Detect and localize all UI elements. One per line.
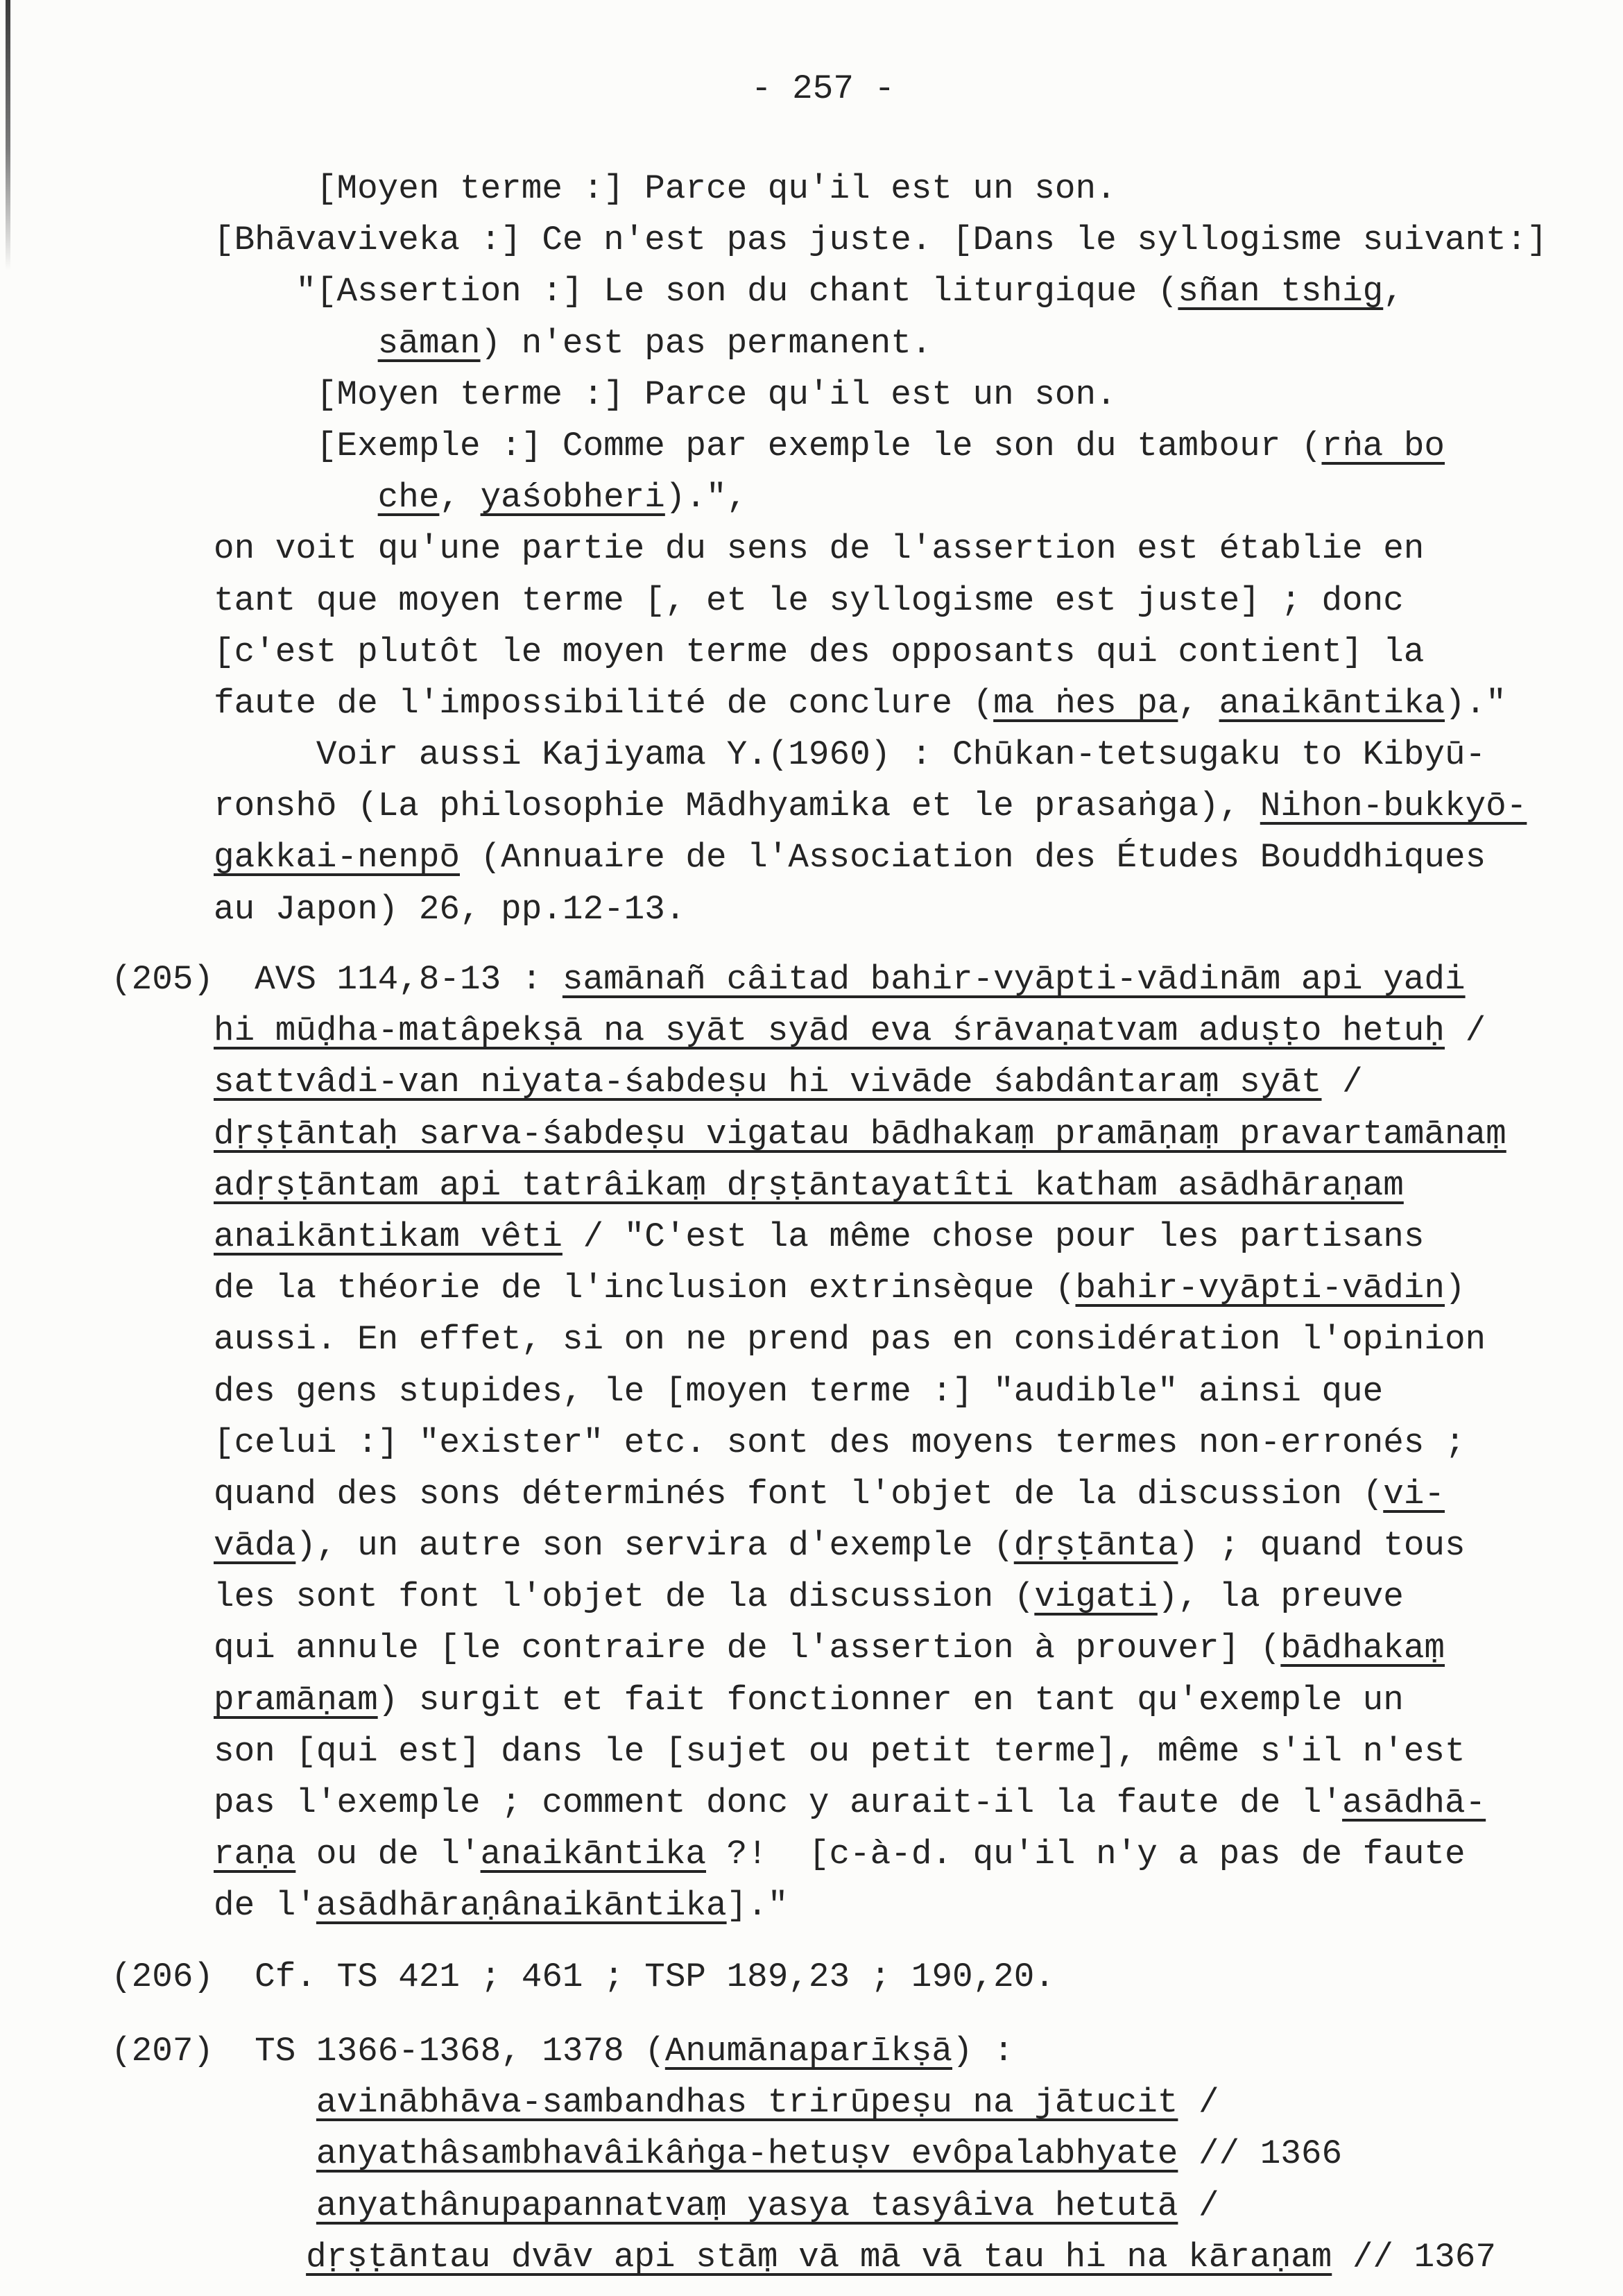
text-line — [214, 1468, 1506, 1520]
footnote-label: (205) — [111, 960, 214, 999]
text-run: / — [1178, 2186, 1219, 2225]
text-line — [214, 1108, 1506, 1160]
text-line — [214, 420, 1547, 472]
underlined-term: ma ṅes pa — [993, 683, 1178, 723]
text-run: quand des sons déterminés font l'objet de la discussion ( — [214, 1474, 1384, 1514]
underlined-term: raṇa — [214, 1835, 296, 1874]
text-run: tant que moyen terme [, et le syllogisme est juste] ; donc — [214, 581, 1404, 620]
footnote-206 — [111, 1951, 1055, 2003]
underlined-term: anyathâsambhavâikâṅga-hetuṣv evôpalabhyate — [316, 2134, 1178, 2174]
text-line — [214, 678, 1547, 729]
text-run: TS 1366-1368, 1378 ( — [255, 2032, 665, 2071]
text-run: AVS 114,8-13 : — [255, 960, 563, 999]
text-run: , — [1383, 272, 1404, 311]
text-run: ronshō (La philosophie Mādhyamika et le prasaṅga), — [214, 787, 1260, 826]
text-run: [Bhāvaviveka :] Ce n'est pas juste. [Dans le syllogisme suivant:] — [214, 221, 1547, 260]
text-run: [c'est plutôt le moyen terme des opposants qui contient] la — [214, 632, 1425, 671]
verse-line — [214, 2128, 1496, 2179]
verse-line — [214, 2180, 1496, 2231]
underlined-term: pramāṇam — [214, 1680, 378, 1720]
text-line — [214, 1262, 1506, 1314]
text-line — [214, 523, 1547, 574]
text-run: son [qui est] dans le [sujet ou petit terme], même s'il n'est — [214, 1731, 1466, 1771]
text-run: Cf. TS 421 ; 461 ; TSP 189,23 ; 190,20. — [255, 1957, 1055, 1996]
text-line — [214, 780, 1547, 832]
text-run: [Moyen terme :] Parce qu'il est un son. — [316, 375, 1117, 414]
text-run: / — [1178, 2083, 1219, 2123]
underlined-term: vigati — [1034, 1577, 1158, 1617]
text-line — [214, 1622, 1506, 1674]
text-run: [celui :] "exister" etc. sont des moyens termes non-erronés ; — [214, 1423, 1466, 1462]
text-run: / — [1321, 1063, 1363, 1102]
text-run: [Moyen terme :] Parce qu'il est un son. — [316, 169, 1117, 208]
underlined-term: anaikāntika — [480, 1835, 707, 1874]
underlined-term: vāda — [214, 1526, 296, 1566]
text-line — [214, 1314, 1506, 1365]
text-run: // 1367 — [1332, 2237, 1496, 2277]
text-line — [214, 1211, 1506, 1262]
text-line — [214, 1417, 1506, 1468]
text-line — [214, 1726, 1506, 1777]
text-run: aussi. En effet, si on ne prend pas en considération l'opinion — [214, 1320, 1486, 1360]
text-run: des gens stupides, le [moyen terme :] "audible" ainsi que — [214, 1371, 1384, 1411]
text-run: ]." — [726, 1886, 789, 1926]
footnote-label: (206) — [111, 1957, 214, 1996]
text-line — [214, 1571, 1506, 1622]
footnote-continuation — [214, 163, 1547, 935]
text-line — [214, 954, 1506, 1005]
underlined-term: vi- — [1383, 1474, 1445, 1514]
page-number: - 257 - — [751, 69, 895, 108]
verse-line — [214, 2077, 1496, 2128]
text-line — [214, 2025, 1496, 2077]
text-line — [214, 318, 1547, 369]
text-run: pas l'exemple ; comment donc y aurait-il la faute de l' — [214, 1783, 1343, 1822]
verse-line — [214, 2231, 1496, 2283]
text-run: de l' — [214, 1886, 316, 1926]
text-line — [214, 884, 1547, 935]
text-run: ou de l' — [295, 1835, 481, 1874]
underlined-term: anyathânupapannatvaṃ yasya tasyâiva hetutā — [316, 2186, 1178, 2225]
underlined-term: che — [377, 478, 440, 517]
text-run: ).", — [664, 478, 748, 517]
underlined-term: samānañ câitad bahir-vyāpti-vādinām api yadi — [562, 960, 1466, 999]
text-run: on voit qu'une partie du sens de l'assertion est établie en — [214, 529, 1425, 569]
text-line — [214, 1828, 1506, 1880]
underlined-term: asādhāraṇânaikāntika — [316, 1886, 727, 1926]
text-line — [214, 729, 1547, 780]
underlined-term: anaikāntikam vêti — [214, 1217, 563, 1256]
text-run: , — [1178, 683, 1219, 723]
underlined-term: Anumānaparīkṣā — [664, 2032, 952, 2071]
text-run: [Exemple :] Comme par exemple le son du tambour ( — [316, 426, 1322, 465]
scan-edge-mark — [6, 0, 10, 271]
text-run: ), la preuve — [1157, 1577, 1404, 1617]
underlined-term: gakkai-nenpō — [214, 838, 460, 877]
underlined-term: dṛṣṭāntau dvāv api stāṃ vā mā vā tau hi na kāraṇam — [306, 2237, 1332, 2277]
text-run: Voir aussi Kajiyama Y.(1960) : Chūkan-tetsugaku to Kibyū- — [316, 735, 1486, 775]
text-run: , — [439, 478, 481, 517]
text-run: / — [1444, 1011, 1486, 1051]
underlined-term: sñan tshig — [1178, 272, 1384, 311]
text-run: (Annuaire de l'Association des Études Bouddhiques — [460, 838, 1486, 877]
text-line — [214, 472, 1547, 523]
underlined-term: asādhā- — [1342, 1783, 1486, 1822]
text-line — [214, 1520, 1506, 1571]
underlined-term: avinābhāva-sambandhas trirūpeṣu na jātucit — [316, 2083, 1178, 2123]
text-line — [214, 832, 1547, 883]
text-run: les sont font l'objet de la discussion ( — [214, 1577, 1035, 1617]
underlined-term: rṅa bo — [1321, 426, 1445, 465]
footnote-205 — [111, 954, 1506, 1932]
underlined-term: anaikāntika — [1219, 683, 1445, 723]
underlined-term: adṛṣṭāntam api tatrâikaṃ dṛṣṭāntayatîti katham asādhāraṇam — [214, 1165, 1404, 1205]
text-line — [214, 1056, 1506, 1108]
text-run: ) : — [952, 2032, 1014, 2071]
text-line — [214, 214, 1547, 266]
text-run: // 1366 — [1178, 2134, 1343, 2174]
text-line — [214, 369, 1547, 420]
underlined-term: hi mūḍha-matâpekṣā na syāt syād eva śrāvaṇatvam aduṣṭo hetuḥ — [214, 1011, 1445, 1051]
text-line — [214, 1366, 1506, 1417]
text-run: / "C'est la même chose pour les partisans — [562, 1217, 1425, 1256]
text-line — [214, 1005, 1506, 1056]
underlined-term: bādhakaṃ — [1280, 1629, 1445, 1668]
text-run: ) — [1444, 1269, 1466, 1308]
text-line — [214, 626, 1547, 678]
text-line — [214, 1951, 1055, 2003]
text-run: )." — [1445, 683, 1506, 723]
underlined-term: dṛṣṭāntaḥ sarva-śabdeṣu vigatau bādhakaṃ pramāṇaṃ pravartamānaṃ — [214, 1114, 1506, 1154]
text-line — [214, 575, 1547, 626]
text-run: ), un autre son servira d'exemple ( — [295, 1526, 1014, 1566]
text-run: faute de l'impossibilité de conclure ( — [214, 683, 994, 723]
text-line — [214, 1674, 1506, 1726]
text-run: au Japon) 26, pp.12-13. — [214, 889, 686, 929]
text-run: ) n'est pas permanent. — [480, 323, 932, 363]
text-run: "[Assertion :] Le son du chant liturgique ( — [295, 272, 1178, 311]
text-line — [214, 266, 1547, 317]
underlined-term: yaśobheri — [480, 478, 665, 517]
text-line — [214, 1160, 1506, 1211]
text-line — [214, 1880, 1506, 1931]
underlined-term: bahir-vyāpti-vādin — [1075, 1269, 1445, 1308]
underlined-term: sāman — [377, 323, 481, 363]
text-run: de la théorie de l'inclusion extrinsèque ( — [214, 1269, 1076, 1308]
footnote-207 — [111, 2025, 1496, 2283]
text-run: ) ; quand tous — [1178, 1526, 1466, 1566]
text-line — [214, 163, 1547, 214]
underlined-term: Nihon-bukkyō- — [1260, 787, 1527, 826]
underlined-term: dṛṣṭānta — [1013, 1526, 1178, 1566]
footnote-label: (207) — [111, 2032, 214, 2071]
text-run: qui annule [le contraire de l'assertion à prouver] ( — [214, 1629, 1281, 1668]
underlined-term: sattvâdi-van niyata-śabdeṣu hi vivāde śabdântaraṃ syāt — [214, 1063, 1322, 1102]
text-run: ) surgit et fait fonctionner en tant qu'exemple un — [377, 1680, 1404, 1720]
text-line — [214, 1777, 1506, 1828]
text-run: ?! [c-à-d. qu'il n'y a pas de faute — [706, 1835, 1466, 1874]
